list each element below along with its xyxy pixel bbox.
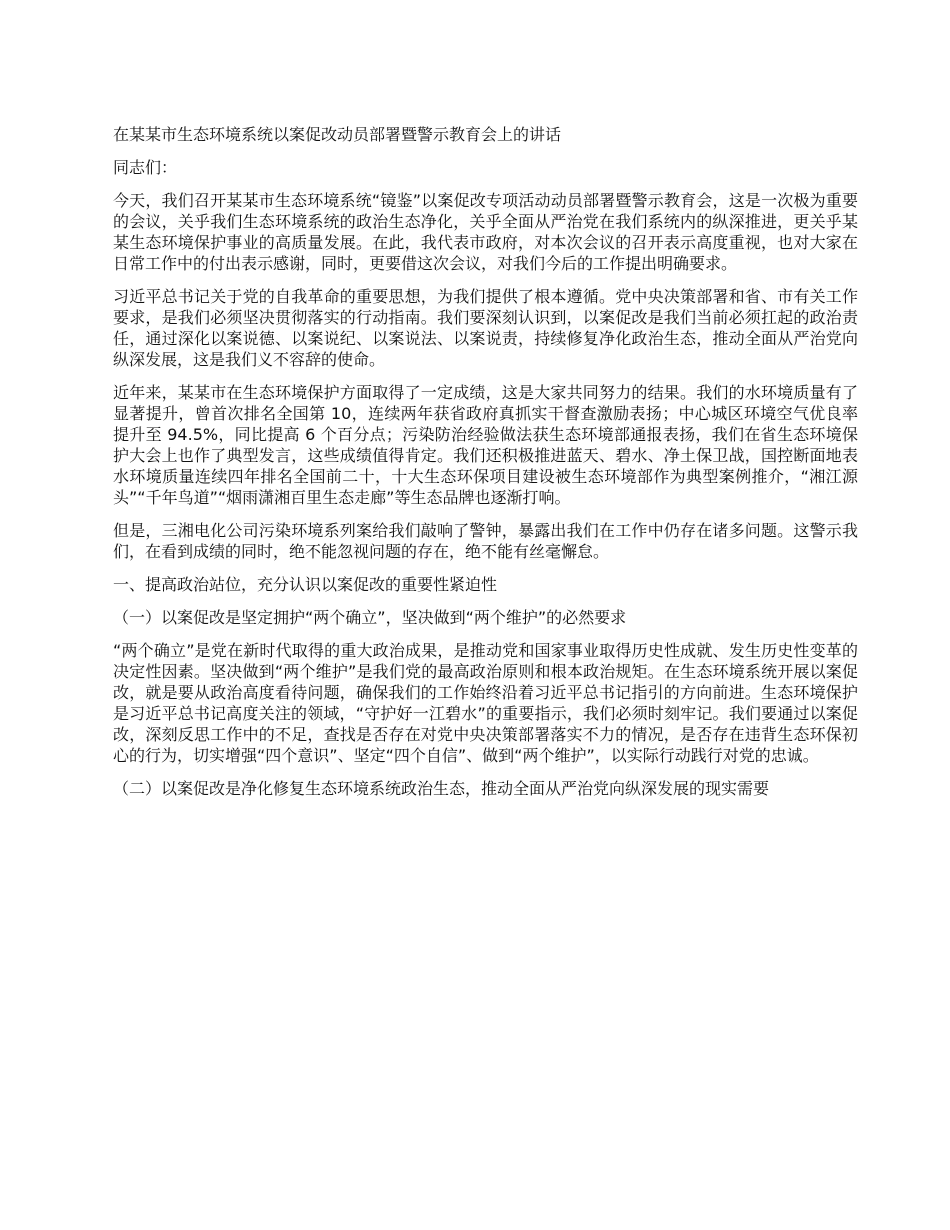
subsection-heading-1: （一）以案促改是坚定拥护“两个确立”，坚决做到“两个维护”的必然要求 [113,608,627,627]
subsection-heading-2: （二）以案促改是净化修复生态环境系统政治生态，推动全面从严治党向纵深发展的现实需要 [113,779,770,798]
paragraph-warning: 但是，三湘电化公司污染环境系列案给我们敲响了警钟，暴露出我们在工作中仍存在诸多问题。这警示我们，在看到成绩的同时，绝不能忽视问题的存在，绝不能有丝毫懈怠。 [113,521,858,561]
paragraph-opening: 今天，我们召开某某市生态环境系统“镜鉴”以案促改专项活动动员部署暨警示教育会，这是一次极为重要的会议，关乎我们生态环境系统的政治生态净化，关乎全面从严治党在我们系统内的纵深推进，更关乎某某生态环境保护事业的高质量发展。在此，我代表市政府，对本次会议的召开表示高度重视，也对大家在日常工作中的付出表示感谢，同时，更要借这次会议，对我们今后的工作提出明确要求。 [113,191,858,273]
paragraph-achievements: 近年来，某某市在生态环境保护方面取得了一定成绩，这是大家共同努力的结果。我们的水环境质量有了显著提升，曾首次排名全国第 10，连续两年获省政府真抓实干督查激励表扬；中心城区环境空气优良率提升至 94.5%，同比提高 6 个百分点；污染防治经验做法获生态环境部通报表扬，我们在省生态环境保护大会上也作了典型发言，这些成绩值得肯定。我们还积极推进蓝天、碧水、净土保卫战，国控断面地表水环境质量连续四年排名全国前二十，十大生态环保项目建设被生态环境部作为典型案例推介，“湘江源头”“千年鸟道”“烟雨潇湘百里生态走廊”等生态品牌也逐渐打响。 [113,383,858,507]
document-page [113,124,858,811]
salutation: 同志们： [113,158,178,177]
section-heading-1: 一、提高政治站位，充分认识以案促改的重要性紧迫性 [113,575,498,594]
paragraph-two-establishments: “两个确立”是党在新时代取得的重大政治成果，是推动党和国家事业取得历史性成就、发生历史性变革的决定性因素。坚决做到“两个维护”是我们党的最高政治原则和根本政治规矩。在生态环境系统开展以案促改，就是要从政治高度看待问题，确保我们的工作始终沿着习近平总书记指引的方向前进。生态环境保护是习近平总书记高度关注的领域，“守护好一江碧水”的重要指示，我们必须时刻牢记。我们要通过以案促改，深刻反思工作中的不足，查找是否存在对党中央决策部署落实不力的情况，是否存在违背生态环保初心的行为，切实增强“四个意识”、坚定“四个自信”、做到“两个维护”，以实际行动践行对党的忠诚。 [113,641,858,765]
document-title: 在某某市生态环境系统以案促改动员部署暨警示教育会上的讲话 [113,125,562,144]
paragraph-guidance: 习近平总书记关于党的自我革命的重要思想，为我们提供了根本遵循。党中央决策部署和省、市有关工作要求，是我们必须坚决贯彻落实的行动指南。我们要深刻认识到，以案促改是我们当前必须扛起的政治责任，通过深化以案说德、以案说纪、以案说法、以案说责，持续修复净化政治生态，推动全面从严治党向纵深发展，这是我们义不容辞的使命。 [113,287,858,369]
